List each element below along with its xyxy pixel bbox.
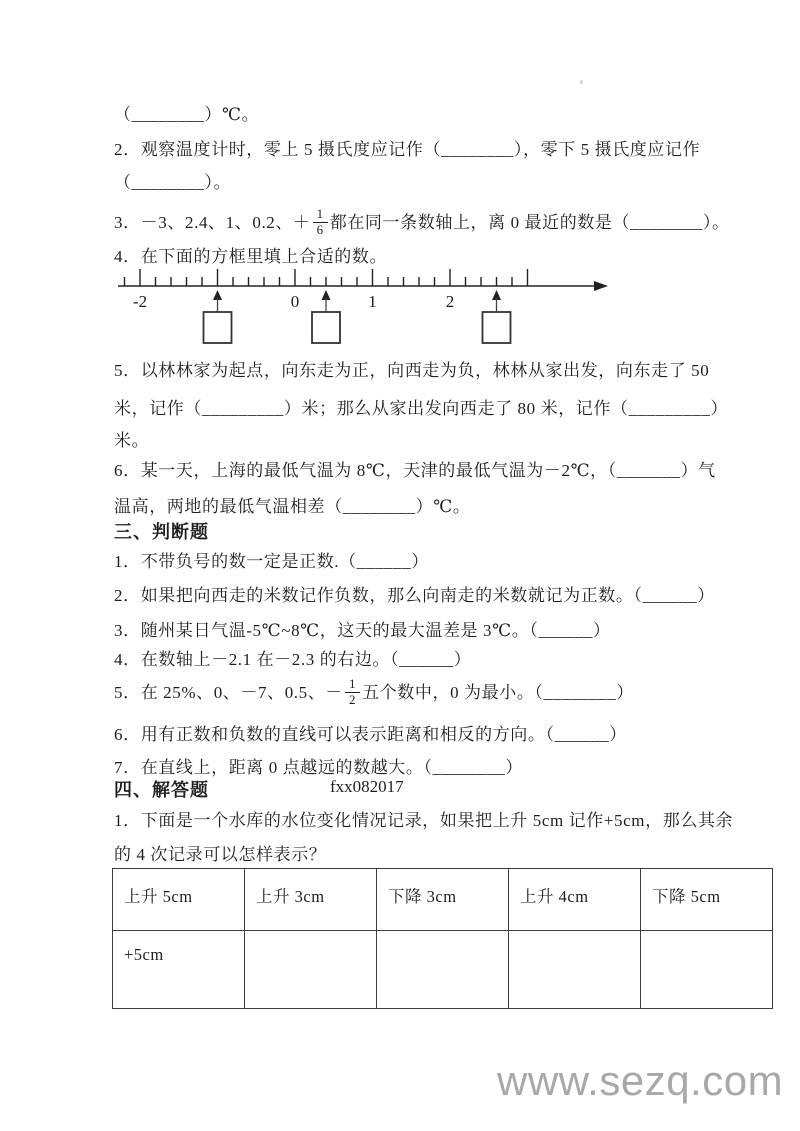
axis-label: 0 (290, 292, 300, 311)
section-header-solve: 四、解答题 (114, 780, 209, 800)
axis-arrowhead-icon (594, 281, 608, 291)
axis-label: 2 (445, 292, 455, 311)
table-header-cell: 上升 5cm (113, 869, 245, 931)
fill-q5-line2: 米，记作（_________）米；那么从家出发向西走了 80 米，记作（_________） (114, 399, 729, 418)
answer-box[interactable] (312, 312, 340, 343)
axis-label: 1 (368, 292, 377, 311)
judge-item-4: 4．在数轴上－2.1 在－2.3 的右边。（______） (114, 650, 472, 669)
axis-label: -2 (132, 292, 148, 311)
answer-box[interactable] (204, 312, 232, 343)
section-header-judge: 三、判断题 (114, 522, 209, 542)
fill-q1-answer-line: （________）℃。 (114, 105, 260, 124)
fraction-denominator: 6 (316, 221, 324, 237)
fill-q4-line: 4．在下面的方框里填上合适的数。 (114, 247, 388, 266)
judge-item5-text-post: 五个数中，0 为最小。（________） (362, 682, 634, 702)
table-cell-given: +5cm (113, 931, 245, 1009)
table-cell-answer[interactable] (377, 931, 509, 1009)
fill-q3-text-pre: 3．－3、2.4、1、0.2、＋ (114, 212, 311, 232)
solve-q1-line1: 1．下面是一个水库的水位变化情况记录，如果把上升 5cm 记作+5cm，那么其余 (114, 811, 734, 830)
judge-item-5 (114, 670, 634, 714)
judge-item5-text-pre: 5．在 25%、0、－7、0.5、－ (114, 682, 343, 702)
fill-q3-text-post: 都在同一条数轴上，离 0 最近的数是（________）。 (329, 212, 730, 232)
fraction-numerator: 1 (345, 677, 360, 693)
table-header-cell: 下降 3cm (377, 869, 509, 931)
fill-q5-line1: 5．以林林家为起点，向东走为正，向西走为负，林林从家出发，向东走了 50 (114, 361, 710, 380)
table-cell-answer[interactable] (641, 931, 773, 1009)
judge-item-7: 7．在直线上，距离 0 点越远的数越大。（________） (114, 758, 523, 777)
paper-code: fxx082017 (330, 777, 404, 796)
number-line-diagram (100, 258, 660, 354)
table-header-cell: 上升 3cm (245, 869, 377, 931)
table-header-cell: 上升 4cm (509, 869, 641, 931)
fraction-denominator: 2 (348, 691, 357, 707)
table-answer-row (113, 931, 773, 1009)
table-header-row (113, 869, 773, 931)
judge-item-2: 2．如果把向西走的米数记作负数，那么向南走的米数就记为正数。（______） (114, 586, 715, 605)
fraction-one-half (345, 677, 360, 708)
fill-q2-line1: 2．观察温度计时，零上 5 摄氏度应记作（________），零下 5 摄氏度应记作 (114, 140, 701, 159)
solve-q1-line2: 的 4 次记录可以怎样表示？ (114, 845, 327, 864)
judge-item-6: 6．用有正数和负数的直线可以表示距离和相反的方向。（______） (114, 725, 627, 744)
fill-q6-line1: 6．某一天，上海的最低气温为 8℃，天津的最低气温为－2℃，（_______）气 (114, 461, 716, 480)
table-cell-answer[interactable] (509, 931, 641, 1009)
judge-item-1: 1．不带负号的数一定是正数.（______） (114, 552, 429, 571)
table-header-cell: 下降 5cm (641, 869, 773, 931)
fill-q3-line (114, 198, 730, 246)
table-cell-answer[interactable] (245, 931, 377, 1009)
judge-item-3: 3．随州某日气温-5℃~8℃，这天的最大温差是 3℃。（______） (114, 621, 611, 640)
site-watermark: www.sezq.com (497, 1057, 784, 1104)
stray-mark (580, 80, 583, 84)
water-level-table (112, 868, 773, 1009)
fill-q2-line2: （________）。 (114, 173, 232, 192)
fraction-one-sixth (313, 207, 328, 238)
answer-box[interactable] (483, 312, 511, 343)
fill-q6-line2: 温高，两地的最低气温相差（________）℃。 (114, 497, 471, 516)
fraction-numerator: 1 (313, 207, 328, 223)
fill-q5-line3: 米。 (114, 431, 150, 450)
